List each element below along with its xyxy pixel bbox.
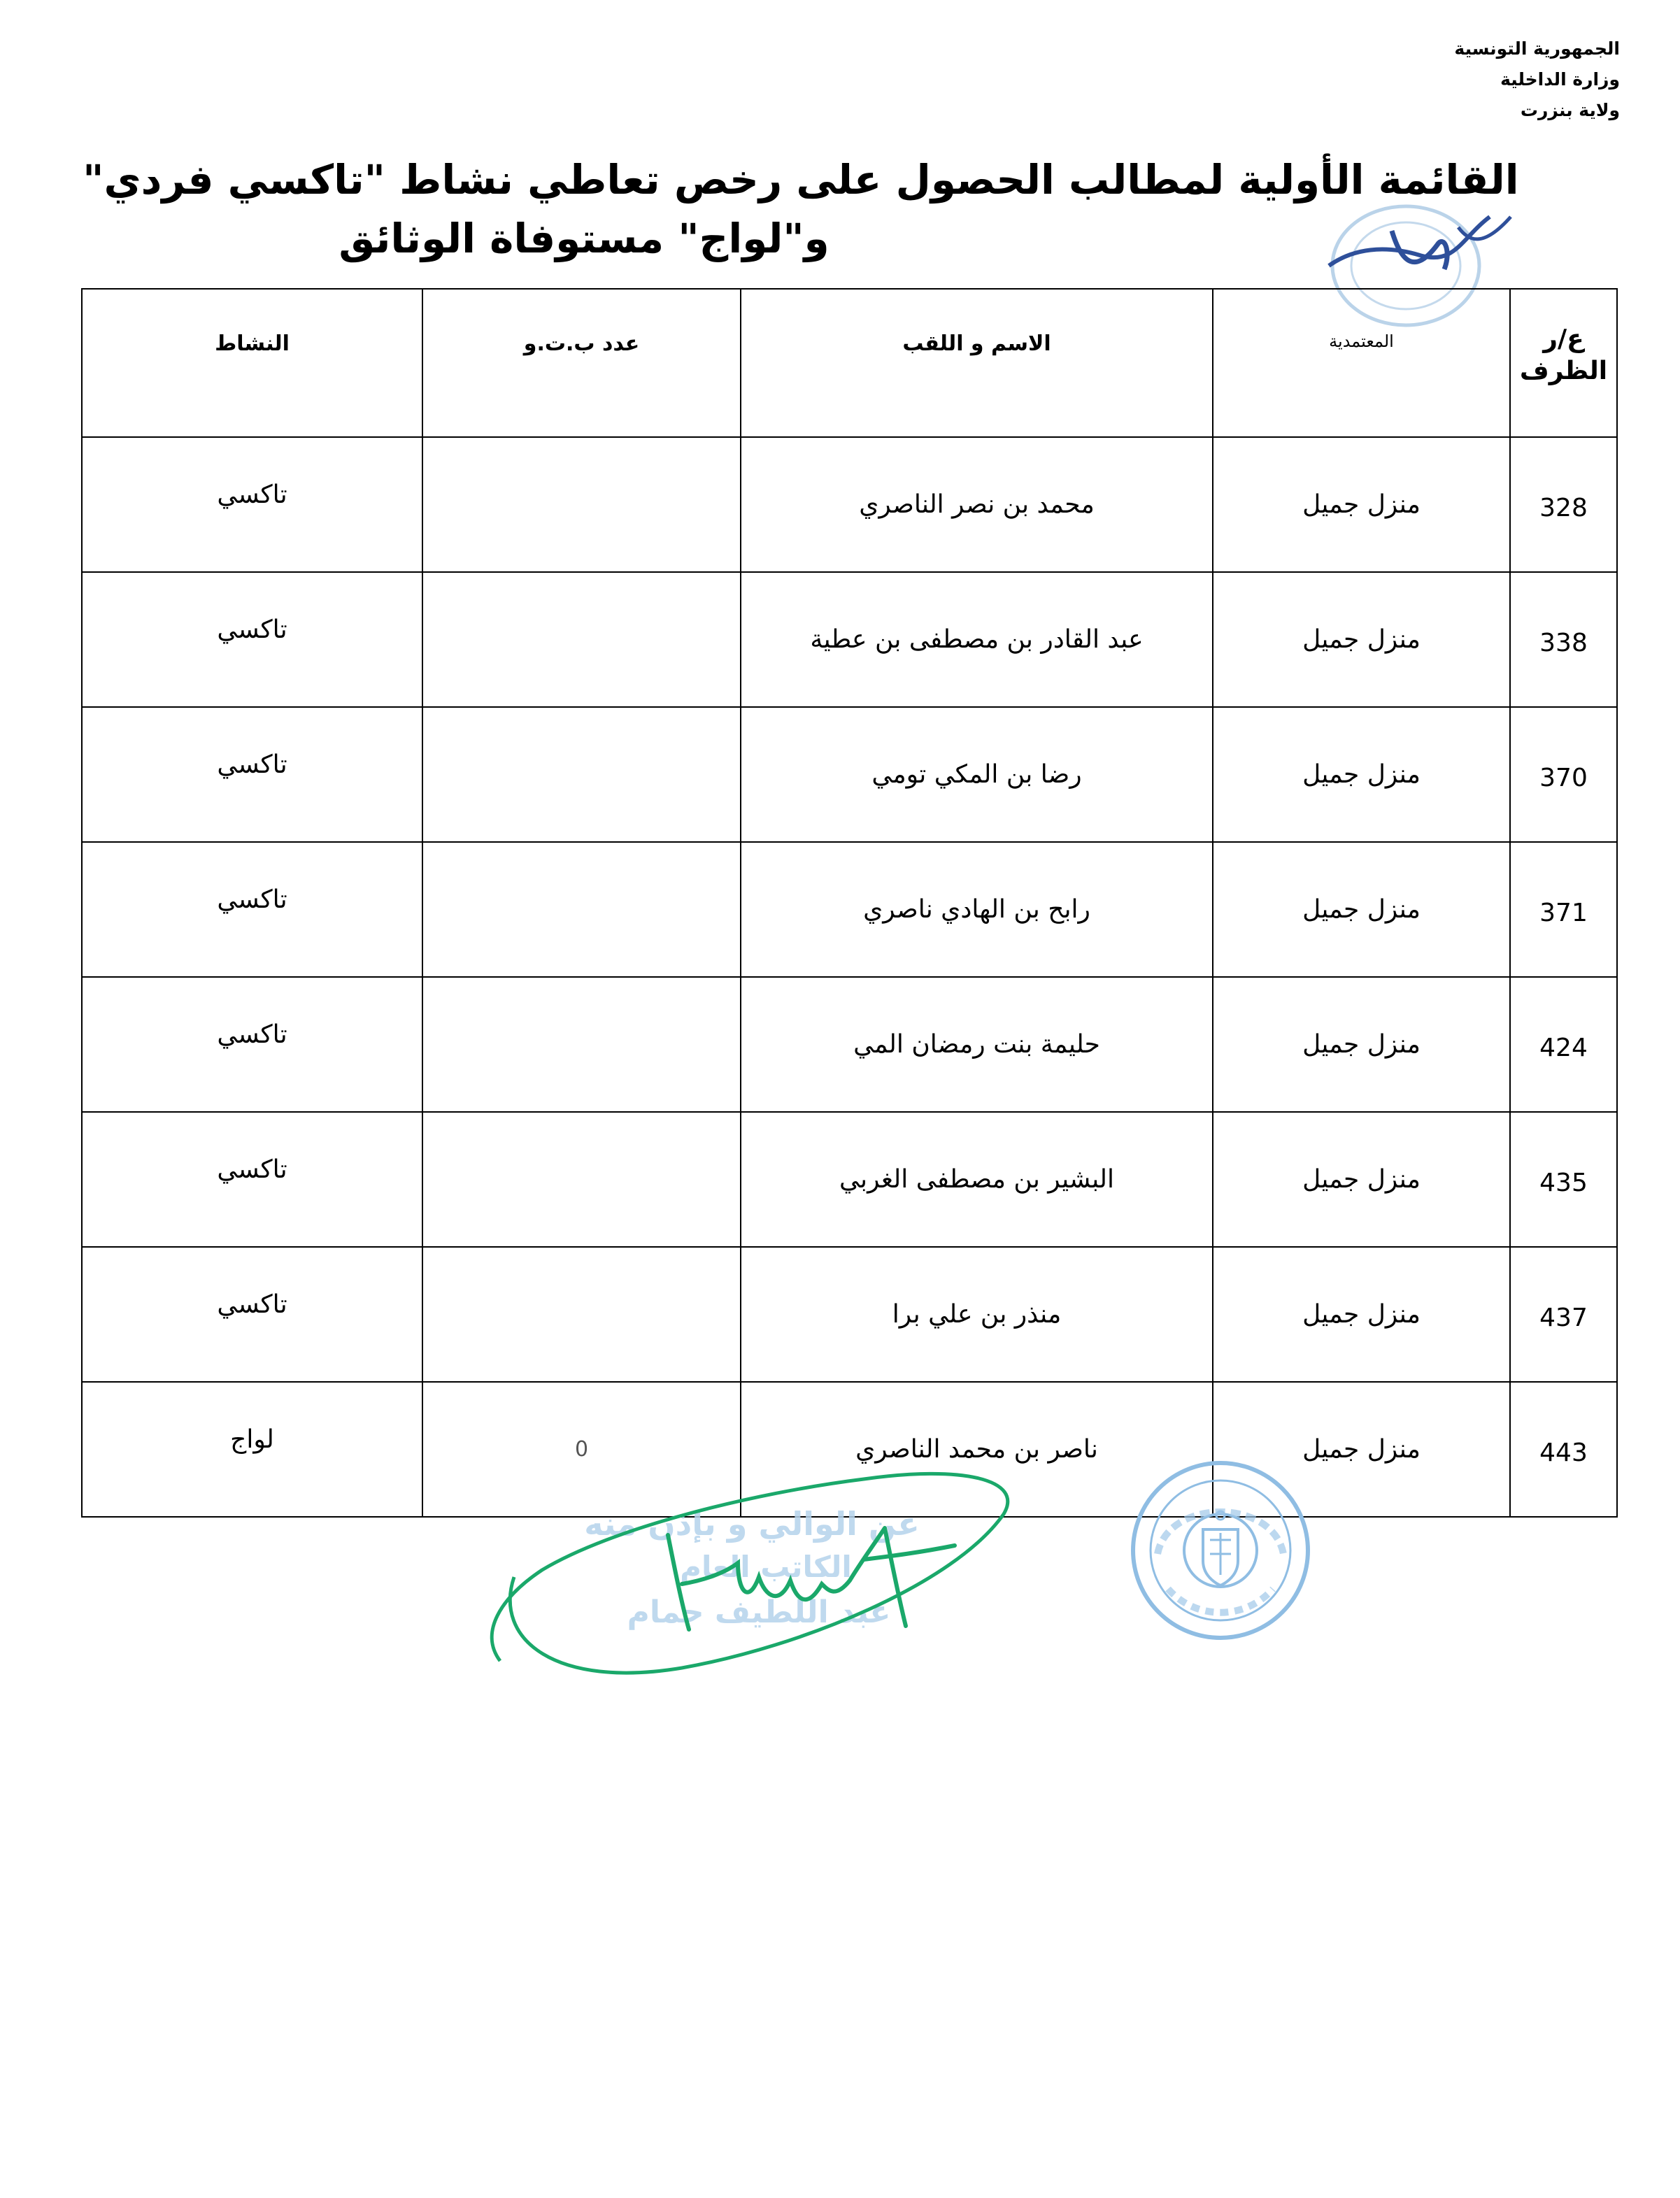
applicant-name: البشير بن مصطفى الغربي	[741, 1112, 1213, 1247]
letterhead-country: الجمهورية التونسية	[1454, 38, 1620, 59]
activity: تاكسي	[82, 437, 422, 572]
stamp-text-line-3: عبد اللطيف حمام	[627, 1594, 891, 1630]
delegation: منزل جميل	[1213, 1112, 1510, 1247]
letterhead-governorate: ولاية بنزرت	[1520, 100, 1620, 120]
header-activity: النشاط	[82, 289, 422, 437]
applicant-name: حليمة بنت رمضان المي	[741, 977, 1213, 1112]
cin-number	[422, 572, 741, 707]
applicant-name: عبد القادر بن مصطفى بن عطية	[741, 572, 1213, 707]
envelope-number: 371	[1510, 842, 1617, 977]
header-delegation: المعتمدية	[1213, 289, 1510, 437]
applicant-name: رضا بن المكي تومي	[741, 707, 1213, 842]
document-title	[70, 150, 1532, 268]
header-name: الاسم و اللقب	[741, 289, 1213, 437]
table-row	[82, 437, 1617, 572]
applications-table	[81, 288, 1618, 1518]
activity: تاكسي	[82, 1247, 422, 1382]
applicant-name: منذر بن علي برا	[741, 1247, 1213, 1382]
table-header-row	[82, 289, 1617, 437]
delegation: منزل جميل	[1213, 1247, 1510, 1382]
table-row	[82, 1112, 1617, 1247]
delegation: منزل جميل	[1213, 1382, 1510, 1517]
letterhead-ministry: وزارة الداخلية	[1500, 69, 1620, 90]
cin-number	[422, 437, 741, 572]
envelope-number: 328	[1510, 437, 1617, 572]
applicant-name: محمد بن نصر الناصري	[741, 437, 1213, 572]
applicant-name: ناصر بن محمد الناصري	[741, 1382, 1213, 1517]
title-line-1: القائمة الأولية لمطالب الحصول على رخص تعاطي نشاط "تاكسي فردي"	[83, 156, 1519, 204]
header-envelope-number: ع/ر الظرف	[1510, 289, 1617, 437]
title-line-2: و"لواج" مستوفاة الوثائق	[339, 215, 830, 262]
table-row	[82, 572, 1617, 707]
activity: تاكسي	[82, 707, 422, 842]
envelope-number: 437	[1510, 1247, 1617, 1382]
activity: تاكسي	[82, 977, 422, 1112]
activity: تاكسي	[82, 842, 422, 977]
table-row	[82, 977, 1617, 1112]
envelope-number: 338	[1510, 572, 1617, 707]
delegation: منزل جميل	[1213, 977, 1510, 1112]
cin-number	[422, 707, 741, 842]
cin-number	[422, 842, 741, 977]
activity: تاكسي	[82, 1112, 422, 1247]
letterhead	[1340, 34, 1620, 126]
official-seal	[1126, 1456, 1315, 1645]
cin-number: 0	[422, 1382, 741, 1517]
header-cin: عدد ب.ت.و	[422, 289, 741, 437]
cin-number	[422, 977, 741, 1112]
cin-number	[422, 1247, 741, 1382]
table-row	[82, 842, 1617, 977]
envelope-number: 424	[1510, 977, 1617, 1112]
delegation: منزل جميل	[1213, 437, 1510, 572]
applicant-name: رابح بن الهادي ناصري	[741, 842, 1213, 977]
cin-number	[422, 1112, 741, 1247]
envelope-number: 370	[1510, 707, 1617, 842]
delegation: منزل جميل	[1213, 707, 1510, 842]
envelope-number: 443	[1510, 1382, 1617, 1517]
stamp-text-line-2: الكاتب العام	[680, 1550, 852, 1584]
signature-stamp	[472, 1458, 1032, 1724]
delegation: منزل جميل	[1213, 842, 1510, 977]
envelope-number: 435	[1510, 1112, 1617, 1247]
delegation: منزل جميل	[1213, 572, 1510, 707]
activity: لواج	[82, 1382, 422, 1517]
table-row	[82, 1247, 1617, 1382]
activity: تاكسي	[82, 572, 422, 707]
table-row	[82, 707, 1617, 842]
stamp-text-line-1: عن الوالي و بإذن منه	[584, 1505, 920, 1543]
